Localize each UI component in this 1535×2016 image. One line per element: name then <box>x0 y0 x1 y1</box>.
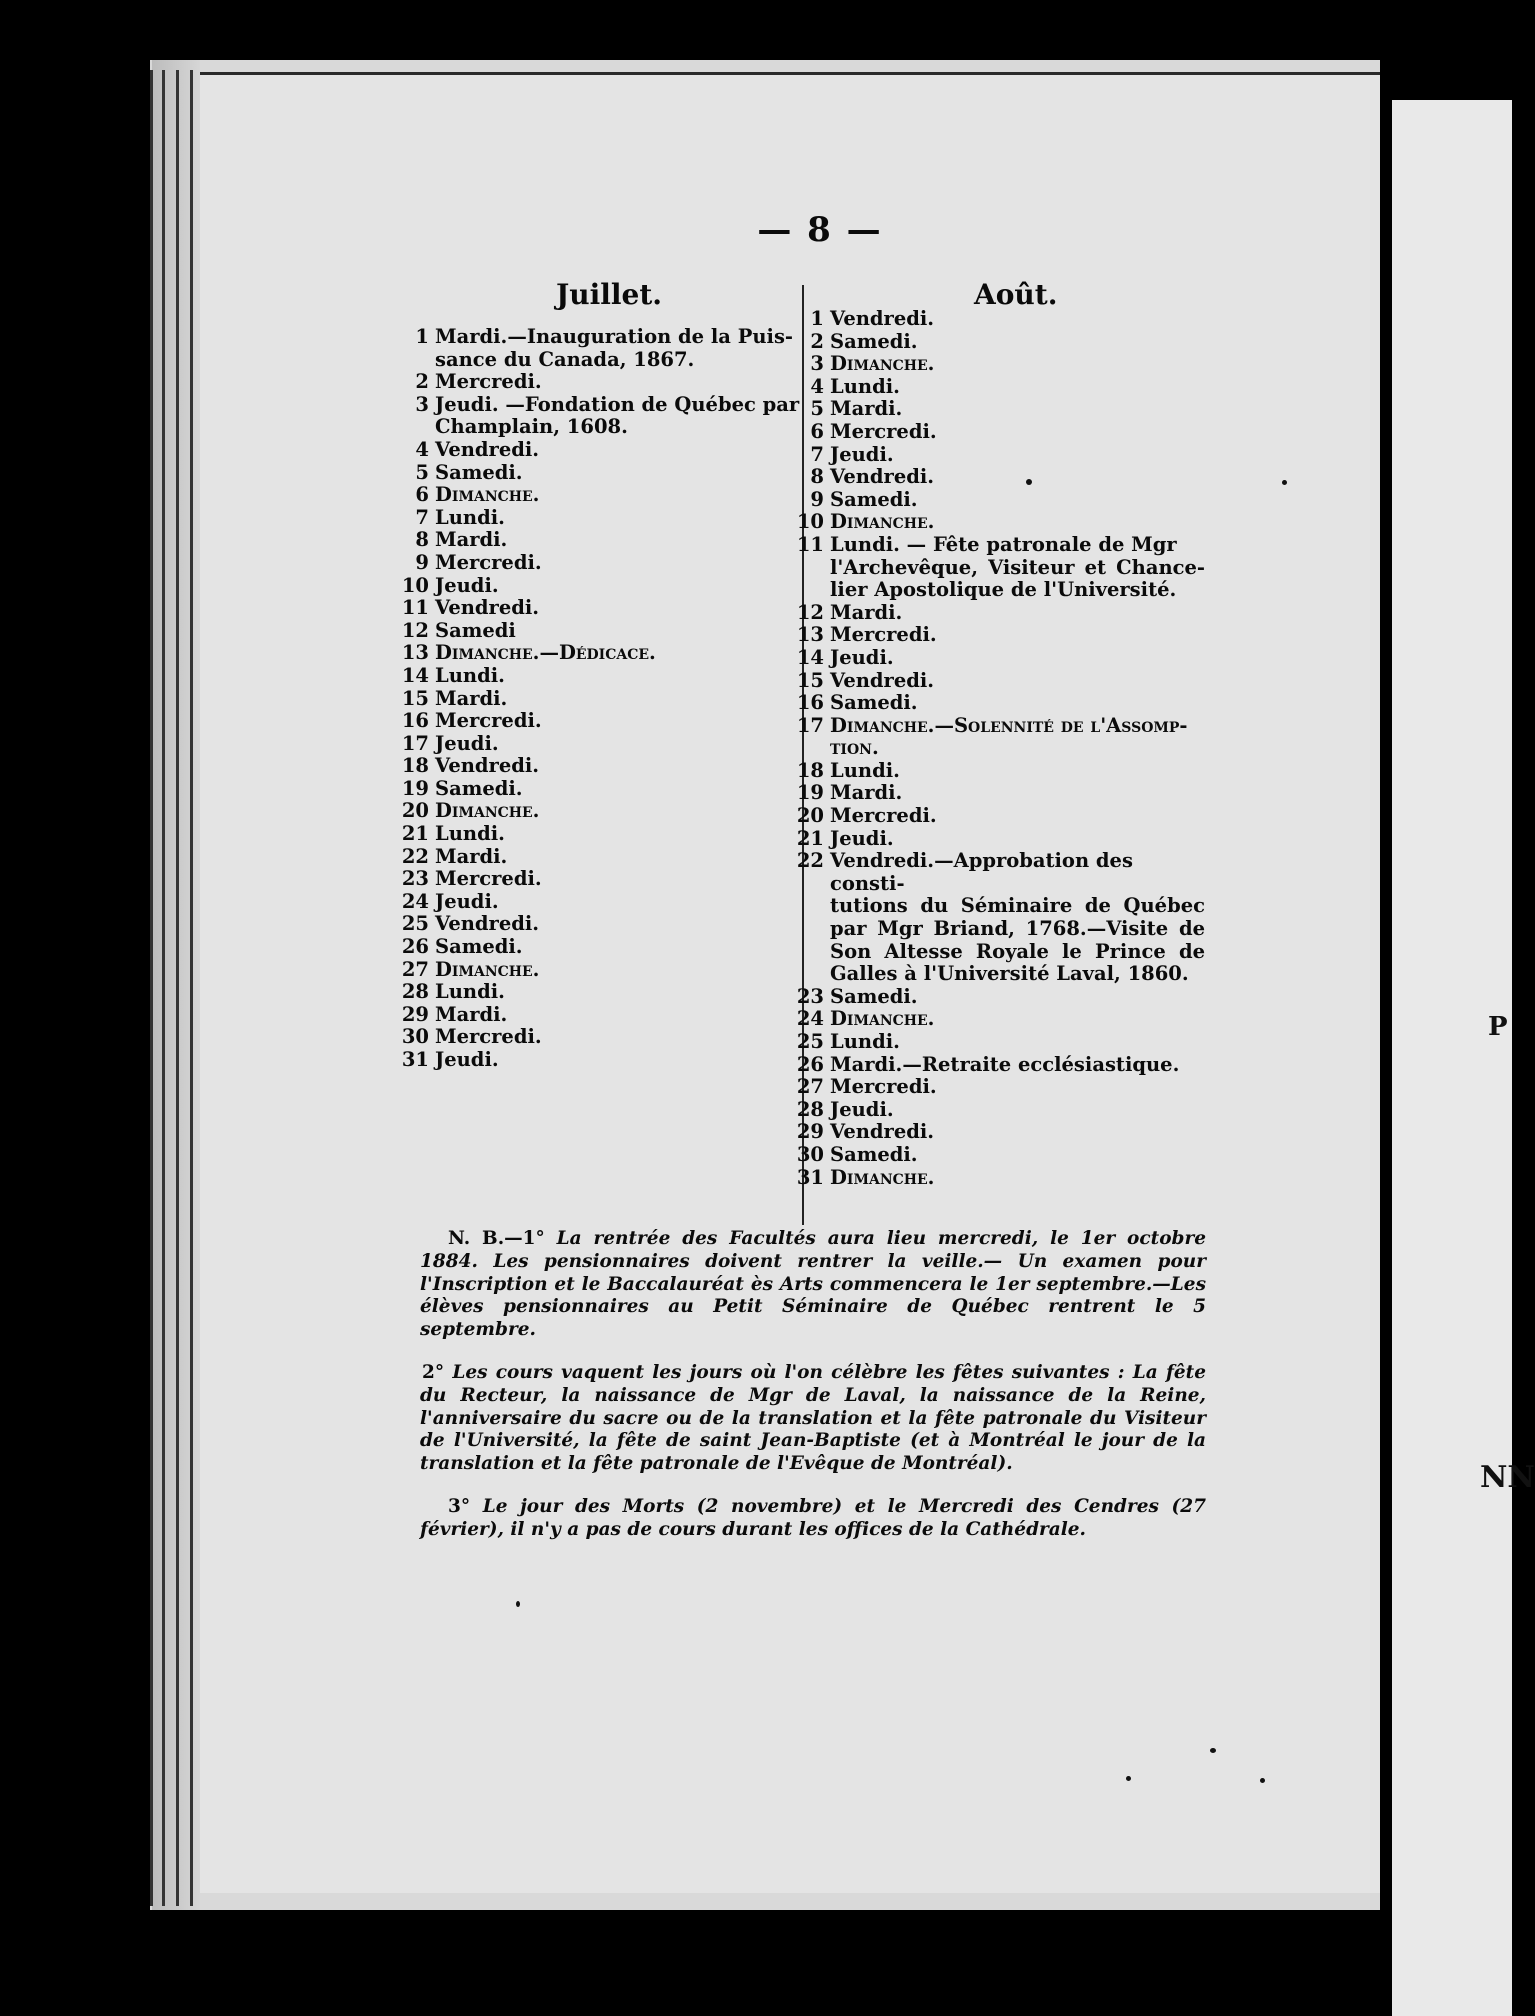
day-number: 16 <box>401 709 429 733</box>
calendar-entry <box>790 421 1205 444</box>
calendar-entry <box>790 715 1205 738</box>
day-number: 23 <box>796 984 824 1008</box>
day-text: Samedi. <box>830 329 918 353</box>
day-number: 24 <box>796 1007 824 1031</box>
day-text: Mardi. <box>830 397 903 421</box>
day-text: Mardi.—Retraite ecclésiastique. <box>830 1052 1180 1076</box>
day-number: 18 <box>796 758 824 782</box>
calendar-entry <box>395 981 800 1004</box>
day-text: Jeudi. <box>830 826 894 850</box>
calendar-entry <box>790 986 1205 1009</box>
calendar-entry <box>395 642 800 665</box>
day-text: Jeudi. <box>435 731 499 755</box>
day-number: 28 <box>401 980 429 1004</box>
calendar-entry <box>395 1004 800 1027</box>
day-text: Samedi. <box>435 776 523 800</box>
calendar-entry <box>790 1144 1205 1167</box>
day-text: Samedi. <box>435 460 523 484</box>
day-text: Vendredi.—Approbation des consti- <box>830 849 1133 895</box>
page-edge-line <box>150 70 153 1906</box>
scan-speck <box>516 1601 520 1607</box>
day-text: Mardi. <box>435 686 508 710</box>
day-number: 25 <box>401 912 429 936</box>
day-number: 4 <box>810 374 824 398</box>
day-text: Lundi. <box>435 663 505 687</box>
day-text: Lundi. <box>435 505 505 529</box>
day-number: 13 <box>796 623 824 647</box>
calendar-entry <box>395 620 800 643</box>
day-number: 15 <box>401 686 429 710</box>
day-number: 3 <box>415 392 429 416</box>
calendar-entry <box>790 1121 1205 1144</box>
calendar-entry <box>790 760 1205 783</box>
calendar-entry <box>395 665 800 688</box>
calendar-entry <box>790 1031 1205 1054</box>
day-number: 20 <box>796 804 824 828</box>
day-number: 7 <box>810 442 824 466</box>
day-text: Mercredi. <box>435 709 542 733</box>
calendar-entry <box>790 782 1205 805</box>
day-text: Jeudi. <box>435 573 499 597</box>
day-text: Dimanche. <box>830 1007 935 1031</box>
day-text: Mardi. <box>435 844 508 868</box>
note-3-text: Le jour des Morts (2 novembre) et le Mercredi des Cendres (27 février), il n'y a pas de cours durant les offices de la Cathédrale. <box>420 1495 1206 1540</box>
calendar-entry <box>395 846 800 869</box>
page-edge-line <box>176 70 179 1906</box>
calendar-entry <box>790 805 1205 828</box>
july-list <box>395 326 800 1072</box>
scan-speck <box>1126 1776 1131 1781</box>
day-text: Mercredi. <box>435 370 542 394</box>
day-text: Dimanche. <box>830 352 935 376</box>
day-number: 20 <box>401 799 429 823</box>
calendar-entry <box>395 891 800 914</box>
note-3 <box>420 1496 1206 1542</box>
day-number: 30 <box>796 1142 824 1166</box>
month-title-july: Juillet. <box>556 278 663 311</box>
calendar-entry <box>395 823 800 846</box>
day-text: Mardi. <box>830 600 903 624</box>
day-text: Mercredi. <box>830 804 937 828</box>
page-number: — 8 — <box>757 210 883 250</box>
scan-speck <box>1026 479 1032 485</box>
day-text: Lundi. <box>830 1030 900 1053</box>
day-text: Samedi <box>435 618 516 642</box>
day-text: Mercredi. <box>830 1075 937 1099</box>
day-number: 3 <box>810 352 824 376</box>
day-text: Jeudi. <box>830 442 894 466</box>
august-list <box>790 308 1205 1189</box>
day-text: Mardi.—Inauguration de la Puis- <box>435 325 794 348</box>
calendar-entry <box>790 1008 1205 1031</box>
day-number: 25 <box>796 1030 824 1053</box>
day-number: 1 <box>810 307 824 330</box>
day-text: Dimanche. <box>435 483 540 507</box>
calendar-entry <box>395 394 800 417</box>
calendar-entry <box>395 597 800 620</box>
day-text: Jeudi. <box>830 1097 894 1121</box>
scan-speck <box>1260 1778 1265 1783</box>
note-1 <box>420 1228 1206 1342</box>
calendar-entry <box>395 439 800 462</box>
day-text-continued: tutions du Séminaire de Québec par Mgr Briand, 1768.—Visite de Son Altesse Royale le Prince de Galles à l'Université Laval, 1860. <box>830 894 1205 986</box>
day-number: 5 <box>415 460 429 484</box>
day-number: 26 <box>401 935 429 959</box>
facing-page-letter: P <box>1488 1012 1508 1042</box>
calendar-entry <box>395 552 800 575</box>
day-text: Dimanche. <box>830 510 935 534</box>
day-number: 8 <box>415 528 429 552</box>
day-text: Dimanche. <box>830 1165 935 1189</box>
day-number: 13 <box>401 641 429 665</box>
calendar-entry <box>395 529 800 552</box>
scan-speck <box>1282 480 1287 485</box>
note-2 <box>420 1362 1206 1476</box>
day-text: Samedi. <box>830 1142 918 1166</box>
day-text-continued: tion. <box>830 736 879 760</box>
day-text: Mercredi. <box>830 419 937 443</box>
calendar-entry <box>395 326 800 349</box>
calendar-entry <box>395 778 800 801</box>
day-number: 14 <box>796 645 824 669</box>
day-text: Dimanche. <box>435 957 540 981</box>
day-text: Jeudi. <box>830 645 894 669</box>
calendar-entry <box>790 850 1205 895</box>
calendar-entry <box>790 308 1205 331</box>
calendar-entry <box>790 398 1205 421</box>
page-edge-line <box>162 70 165 1906</box>
note-3-lead: 3° <box>448 1495 471 1517</box>
calendar-entry <box>790 1076 1205 1099</box>
calendar-entry <box>790 534 1205 557</box>
day-number: 15 <box>796 668 824 692</box>
calendar-entry <box>790 692 1205 715</box>
day-number: 22 <box>401 844 429 868</box>
day-text: Vendredi. <box>830 307 935 330</box>
day-text: Dimanche.—Solennité de l'Assomp- <box>830 713 1188 737</box>
day-text: Lundi. <box>830 758 900 782</box>
month-title-august: Août. <box>974 278 1058 311</box>
day-number: 2 <box>810 329 824 353</box>
day-text: Vendredi. <box>830 668 935 692</box>
day-number: 11 <box>796 532 824 556</box>
day-text: Mercredi. <box>435 867 542 891</box>
calendar-entry <box>395 1026 800 1049</box>
calendar-entry <box>395 733 800 756</box>
day-number: 28 <box>796 1097 824 1121</box>
day-text: Vendredi. <box>435 912 540 936</box>
day-number: 26 <box>796 1052 824 1076</box>
calendar-entry <box>790 489 1205 512</box>
day-number: 10 <box>401 573 429 597</box>
calendar-entry <box>395 1049 800 1072</box>
calendar-entry <box>395 755 800 778</box>
day-text: Mardi. <box>830 781 903 805</box>
day-text: Jeudi. <box>435 1048 499 1071</box>
day-number: 27 <box>796 1075 824 1099</box>
calendar-entry <box>395 462 800 485</box>
calendar-entry <box>790 376 1205 399</box>
notes-section <box>420 1228 1206 1562</box>
day-number: 21 <box>796 826 824 850</box>
day-text: Vendredi. <box>435 754 540 778</box>
calendar-entry <box>395 800 800 823</box>
note-2-lead: 2° <box>422 1361 445 1383</box>
page-edge-line <box>190 70 193 1906</box>
calendar-entry <box>790 353 1205 376</box>
calendar-entry <box>790 1167 1205 1190</box>
facing-page-fragment: NN <box>1480 1460 1535 1495</box>
note-1-lead: N. B.—1° <box>448 1228 545 1249</box>
day-number: 9 <box>810 487 824 511</box>
calendar-entry <box>395 507 800 530</box>
calendar-entry <box>395 575 800 598</box>
day-text: Vendredi. <box>830 1120 935 1144</box>
day-text-continued: Champlain, 1608. <box>435 415 628 439</box>
day-text-continued: l'Archevêque, Visiteur et Chance- lier Apostolique de l'Université. <box>830 555 1205 602</box>
calendar-entry <box>790 602 1205 625</box>
day-number: 17 <box>401 731 429 755</box>
calendar-entry <box>395 371 800 394</box>
day-number: 31 <box>401 1048 429 1071</box>
day-number: 16 <box>796 691 824 715</box>
note-1-text: La rentrée des Facultés aura lieu mercredi, le 1er octobre 1884. Les pensionnaires doivent rentrer la veille.— Un examen pour l'Inscription et le Baccalauréat ès Arts commencera le 1er septembre.—Les élèves pensionnaires au Petit Séminaire de Québec rentrent le 5 septembre. <box>420 1228 1206 1341</box>
day-number: 10 <box>796 510 824 534</box>
day-text: Mercredi. <box>435 550 542 574</box>
day-text: Dimanche. <box>435 799 540 823</box>
day-text: Lundi. <box>435 980 505 1004</box>
day-number: 30 <box>401 1025 429 1049</box>
scan-speck <box>1210 1748 1216 1753</box>
day-text: Lundi. <box>830 374 900 398</box>
day-number: 19 <box>401 776 429 800</box>
facing-page <box>1392 100 1535 2016</box>
day-number: 24 <box>401 889 429 913</box>
note-2-text: Les cours vaquent les jours où l'on célèbre les fêtes suivantes : La fête du Recteur, la naissance de Mgr de Laval, la naissance de la Reine, l'anniversaire du sacre ou de la translation et la fête patronale du Visiteur de l'Université, la fête de saint Jean-Baptiste (et à Montréal le jour de la translation et la fête patronale de l'Evêque de Montréal). <box>420 1361 1206 1475</box>
day-number: 31 <box>796 1165 824 1189</box>
day-number: 14 <box>401 663 429 687</box>
day-number: 5 <box>810 397 824 421</box>
calendar-entry <box>395 936 800 959</box>
calendar-entry <box>790 444 1205 467</box>
day-text: Mercredi. <box>435 1025 542 1049</box>
calendar-entry <box>790 828 1205 851</box>
day-number: 1 <box>415 325 429 348</box>
day-number: 6 <box>810 419 824 443</box>
calendar-entry <box>395 868 800 891</box>
day-number: 9 <box>415 550 429 574</box>
day-text: Samedi. <box>830 691 918 715</box>
day-number: 8 <box>810 465 824 489</box>
day-text: Vendredi. <box>435 596 540 620</box>
calendar-entry <box>790 331 1205 354</box>
day-text: Vendredi. <box>830 465 935 489</box>
calendar-entry <box>790 1099 1205 1122</box>
calendar-entry <box>395 959 800 982</box>
calendar-entry <box>395 710 800 733</box>
day-number: 19 <box>796 781 824 805</box>
day-number: 21 <box>401 822 429 846</box>
calendar-entry <box>790 511 1205 534</box>
calendar-entry <box>790 670 1205 693</box>
day-text: Lundi. — Fête patronale de Mgr <box>830 532 1177 556</box>
day-number: 29 <box>401 1002 429 1026</box>
day-number: 4 <box>415 437 429 461</box>
day-text: Vendredi. <box>435 437 540 461</box>
day-text: Mercredi. <box>830 623 937 647</box>
day-number: 18 <box>401 754 429 778</box>
day-number: 12 <box>401 618 429 642</box>
day-text: Lundi. <box>435 822 505 846</box>
day-number: 17 <box>796 713 824 737</box>
day-text-continued: sance du Canada, 1867. <box>435 347 695 371</box>
calendar-entry <box>395 913 800 936</box>
calendar-entry <box>395 688 800 711</box>
day-text: Jeudi. —Fondation de Québec par <box>435 392 800 416</box>
day-text: Jeudi. <box>435 889 499 913</box>
calendar-entry <box>790 647 1205 670</box>
day-number: 11 <box>401 596 429 620</box>
day-number: 22 <box>796 849 824 873</box>
calendar-entry <box>790 466 1205 489</box>
day-text: Samedi. <box>830 984 918 1008</box>
day-text: Samedi. <box>830 487 918 511</box>
calendar-entry <box>790 1054 1205 1077</box>
day-text: Samedi. <box>435 935 523 959</box>
day-number: 2 <box>415 370 429 394</box>
day-number: 7 <box>415 505 429 529</box>
day-number: 27 <box>401 957 429 981</box>
day-number: 29 <box>796 1120 824 1144</box>
day-number: 12 <box>796 600 824 624</box>
day-text: Mardi. <box>435 528 508 552</box>
day-text: Dimanche.—Dédicace. <box>435 641 656 665</box>
day-text: Mardi. <box>435 1002 508 1026</box>
day-number: 23 <box>401 867 429 891</box>
calendar-entry <box>790 624 1205 647</box>
calendar-entry <box>395 484 800 507</box>
day-number: 6 <box>415 483 429 507</box>
